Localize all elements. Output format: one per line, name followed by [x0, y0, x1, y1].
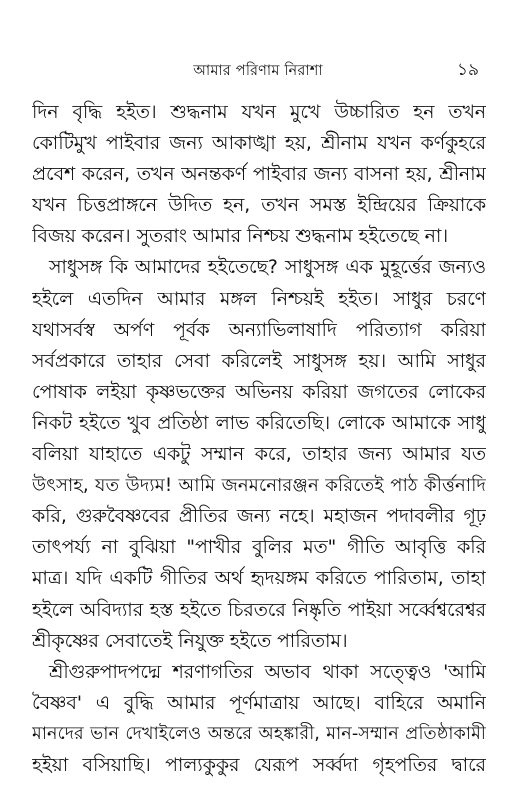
- text-line: মানদের ভান দেখাইলেও অন্তরে অহঙ্কারী, মান-সম্মান প্রতিষ্ঠাকামী: [32, 723, 486, 744]
- text-line: যখন চিত্তপ্রাঙ্গনে উদিত হন, তখন সমস্ত ইন্দ্রিয়ের ক্রিয়াকে: [32, 195, 486, 217]
- text-line: কোটিমুখ পাইবার জন্য আকাঙ্খা হয়, শ্রীনাম যখন কর্ণকুহরে: [32, 133, 486, 155]
- text-line: হইয়া বসিয়াছি। পাল্যকুকুর যেরূপ সর্ব্বদা গৃহপতির দ্বারে: [32, 754, 486, 776]
- text-line: হইলে অবিদ্যার হস্ত হইতে চিরতরে নিষ্কৃতি পাইয়া সর্ব্বেশ্বরেশ্বর: [32, 599, 486, 621]
- text-line: উৎসাহ, যত উদ্যম! আমি জনমনোরঞ্জন করিতেই পাঠ কীর্ত্তনাদি: [32, 475, 486, 497]
- text-line: যথাসর্বস্ব অর্পণ পূর্বক অন্যাভিলাষাদি পরিত্যাগ করিয়া: [32, 319, 486, 341]
- running-title: আমার পরিণাম নিরাশা: [193, 63, 323, 79]
- text-line: তাৎপর্য্য না বুঝিয়া "পাখীর বুলির মত" গীতি আবৃত্তি করি: [32, 537, 486, 559]
- text-line: সাধুসঙ্গ কি আমাদের হইতেছে? সাধুসঙ্গ এক মুহূর্ত্তের জন্যও: [49, 257, 486, 279]
- text-line: শ্রীকৃষ্ণের সেবাতেই নিযুক্ত হইতে পারিতাম।: [32, 630, 348, 652]
- text-line: দিন বৃদ্ধি হইত। শুদ্ধনাম যখন মুখে উচ্চারিত হন তখন: [32, 102, 486, 123]
- paragraph: [32, 252, 486, 656]
- text-line: পোষাক লইয়া কৃষ্ণভক্তের অভিনয় করিয়া জগতের লোকের: [32, 381, 486, 403]
- text-line: শ্রীগুরুপাদপদ্মে শরণাগতির অভাব থাকা সত্ত্বেও 'আমি: [49, 661, 486, 683]
- text-line: হইলে এতদিন আমার মঙ্গল নিশ্চয়ই হইত। সাধুর চরণে: [32, 288, 486, 310]
- text-line: মাত্র। যদি একটি গীতির অর্থ হৃদয়ঙ্গম করিতে পারিতাম, তাহা: [32, 568, 486, 590]
- text-line: নিকট হইতে খুব প্রতিষ্ঠা লাভ করিতেছি। লোকে আমাকে সাধু: [32, 412, 486, 434]
- text-line: করি, গুরুবৈষ্ণবের প্রীতির জন্য নহে। মহাজন পদাবলীর গূঢ়: [32, 506, 486, 528]
- page-number: ১৯: [456, 60, 479, 80]
- text-line: বৈষ্ণব' এ বুদ্ধি আমার পূর্ণমাত্রায় আছে। বাহিরে অমানি: [32, 692, 486, 714]
- paragraph: [32, 97, 486, 252]
- text-line: বলিয়া যাহাতে একটু সম্মান করে, তাহার জন্য আমার যত: [32, 444, 486, 466]
- paragraph: [32, 657, 486, 781]
- text-line: সর্বপ্রকারে তাহার সেবা করিলেই সাধুসঙ্গ হয়। আমি সাধুর: [32, 350, 486, 372]
- text-line: বিজয় করেন। সুতরাং আমার নিশ্চয় শুদ্ধনাম হইতেছে না।: [32, 226, 449, 248]
- body-text: [32, 97, 486, 781]
- text-line: প্রবেশ করেন, তখন অনন্তকর্ণ পাইবার জন্য বাসনা হয়, শ্রীনাম: [32, 164, 486, 186]
